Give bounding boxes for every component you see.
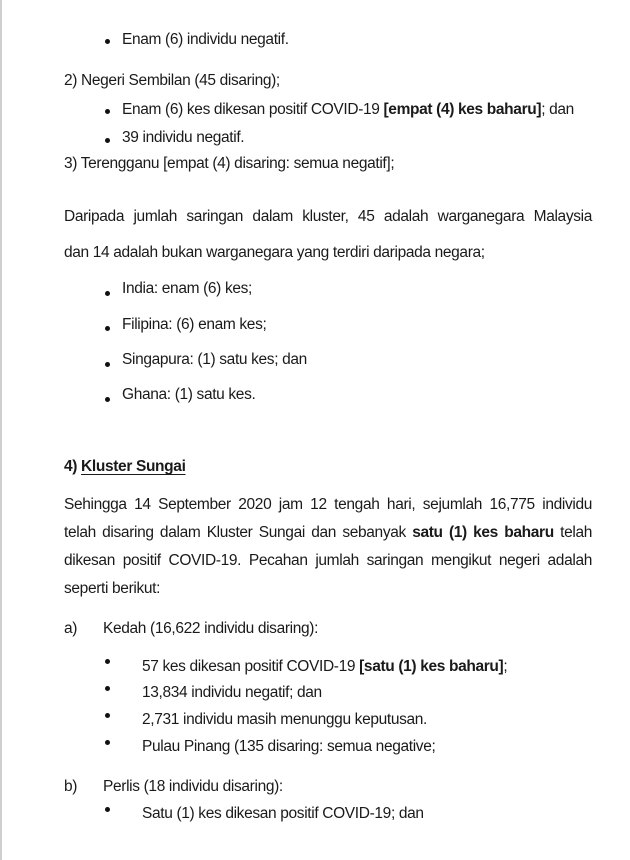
list-item: India: enam (6) kes; [122,280,252,297]
text: ; [503,658,508,675]
list-item: 2,731 individu masih menunggu keputusan. [142,711,428,728]
bullet-icon [105,713,110,718]
list-item [122,101,574,119]
bullet-icon [105,686,110,691]
text: Enam (6) kes dikesan positif COVID-19 [122,101,384,118]
paragraph-line: seperti berikut: [64,580,161,597]
paragraph-line: Daripada jumlah saringan dalam kluster, 45 adalah warganegara Malaysia [64,208,592,225]
list-item: Ghana: (1) satu kes. [122,386,256,403]
bold-text: [satu (1) kes baharu] [359,658,504,675]
list-item: Enam (6) individu negatif. [122,31,289,48]
state-label-kedah: Kedah (16,622 individu disaring): [103,620,319,637]
bullet-icon [105,807,110,812]
bullet-icon [105,659,110,664]
bullet-icon [105,138,110,143]
text: ; dan [541,101,574,118]
list-marker: b) [64,778,78,795]
section-heading-negeri-sembilan: 2) Negeri Sembilan (45 disaring); [64,72,280,89]
list-item: 13,834 individu negatif; dan [142,684,322,701]
paragraph-line: Sehingga 14 September 2020 jam 12 tengah hari, sejumlah 16,775 individu [64,496,592,513]
text: 57 kes dikesan positif COVID-19 [142,658,360,675]
text: telah disaring dalam Kluster Sungai dan sebanyak [64,524,413,541]
heading-number: 4) [64,458,82,475]
section-heading-kluster-sungai [64,458,186,476]
list-item: Satu (1) kes dikesan positif COVID-19; dan [142,805,424,822]
bullet-icon [105,109,110,114]
list-item: Pulau Pinang (135 disaring: semua negative; [142,738,436,755]
paragraph-line [64,524,592,542]
state-label-perlis: Perlis (18 individu disaring): [103,778,283,795]
bold-text: [empat (4) kes baharu] [383,101,542,118]
bold-text: satu (1) kes baharu [412,524,554,541]
paragraph-line: dan 14 adalah bukan warganegara yang terdiri daripada negara; [64,244,485,261]
bullet-icon [105,326,110,331]
bullet-icon [105,39,110,44]
section-heading-terengganu: 3) Terengganu [empat (4) disaring: semua negatif]; [64,155,395,172]
list-item: 39 individu negatif. [122,129,245,146]
bullet-icon [105,740,110,745]
list-item: Filipina: (6) enam kes; [122,316,267,333]
bullet-icon [105,362,110,367]
bullet-icon [105,397,110,402]
heading-title: Kluster Sungai [81,458,186,475]
bullet-icon [105,291,110,296]
text: telah [553,524,592,541]
paragraph-line: dikesan positif COVID-19. Pecahan jumlah saringan mengikut negeri adalah [64,552,592,569]
list-marker: a) [64,620,78,637]
list-item: Singapura: (1) satu kes; dan [122,351,307,368]
list-item [142,658,507,676]
